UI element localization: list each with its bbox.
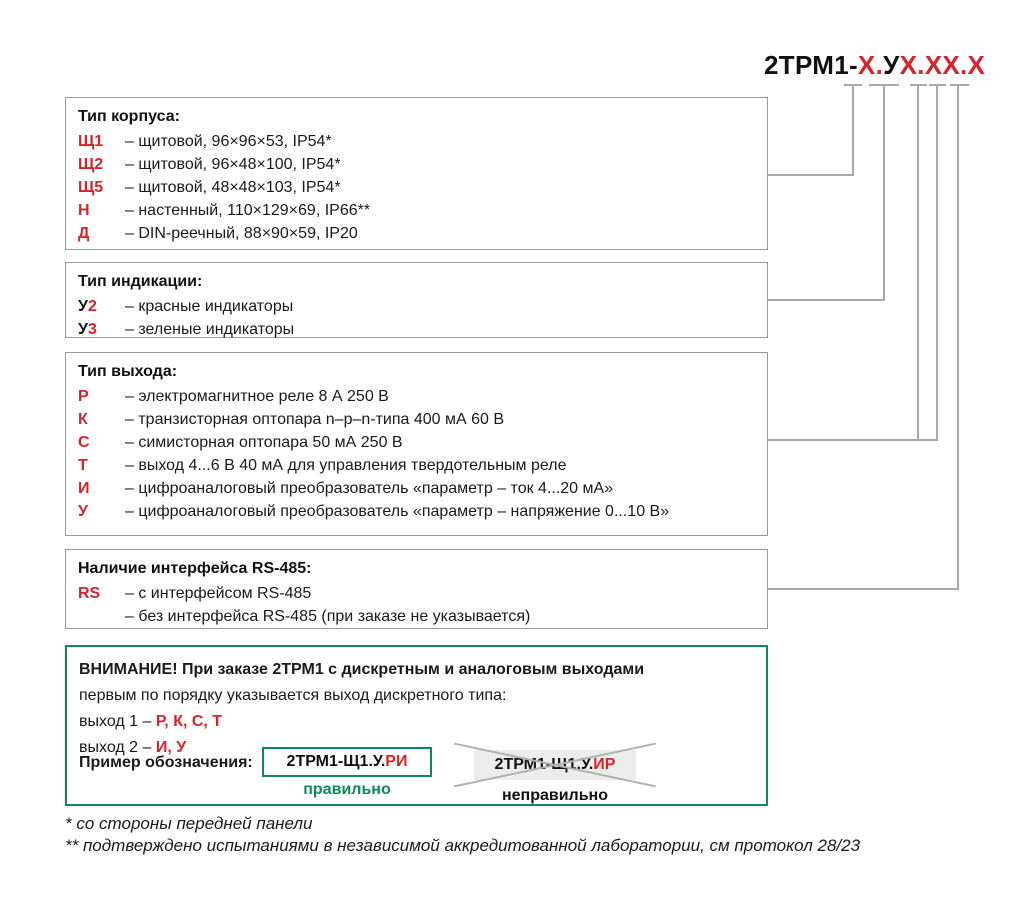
- option-row: [78, 222, 757, 245]
- connector-vertical-indication: [883, 84, 885, 301]
- option-code: Щ2: [78, 156, 104, 173]
- example-incorrect-code-black: 2ТРМ1-Щ1.У.: [494, 756, 594, 773]
- option-description: – транзисторная оптопара n–p–n-типа 400 мА 60 В: [125, 411, 505, 428]
- option-description: – электромагнитное реле 8 А 250 В: [125, 388, 389, 405]
- box-header: Наличие интерфейса RS-485:: [78, 560, 312, 577]
- code-segment-body: X.: [857, 50, 884, 80]
- code-segment-outputs: X.XX.X: [899, 50, 986, 80]
- box-header: Тип корпуса:: [78, 108, 180, 125]
- option-row: [78, 385, 757, 408]
- option-description: – зеленые индикаторы: [125, 321, 295, 338]
- option-code: Щ1: [78, 133, 104, 150]
- option-row: [78, 582, 757, 605]
- option-description: – красные индикаторы: [125, 298, 294, 315]
- code-segment-prefix: 2ТРМ1-: [764, 50, 858, 80]
- footnotes: [65, 813, 860, 857]
- warning-line-2: первым по порядку указывается выход дискретного типа:: [79, 687, 507, 704]
- option-row: [78, 295, 757, 318]
- option-code: Н: [78, 202, 90, 219]
- box-header: Тип выхода:: [78, 363, 178, 380]
- option-description: – выход 4...6 В 40 мА для управления твердотельным реле: [125, 457, 567, 474]
- option-description: – настенный, 110×129×69, IP66**: [125, 202, 371, 219]
- warning-output1-line: [79, 709, 756, 735]
- option-code: 3: [87, 321, 97, 338]
- output1-label: выход 1 –: [79, 713, 156, 730]
- option-code: Т: [78, 457, 88, 474]
- box-output-type: [65, 352, 768, 536]
- connector-vertical-rs485: [957, 84, 959, 590]
- option-code: К: [78, 411, 88, 428]
- code-segment-indication: У: [883, 50, 900, 80]
- connector-horizontal-outputs: [768, 439, 938, 441]
- option-description: – с интерфейсом RS-485: [125, 585, 312, 602]
- option-row: [78, 318, 757, 341]
- option-row: [78, 199, 757, 222]
- option-row: [78, 176, 757, 199]
- option-description: – щитовой, 96×96×53, IP54*: [125, 133, 332, 150]
- option-row: [78, 408, 757, 431]
- option-code: Щ5: [78, 179, 104, 196]
- warning-box: [65, 645, 768, 806]
- option-row: [78, 477, 757, 500]
- footnote-1: * со стороны передней панели: [65, 814, 313, 833]
- connector-vertical-body-type: [852, 84, 854, 176]
- example-correct-caption: правильно: [303, 781, 391, 798]
- option-description: – цифроаналоговый преобразователь «параметр – напряжение 0...10 В»: [125, 503, 670, 520]
- option-row: [78, 605, 757, 628]
- option-code: Д: [78, 225, 90, 242]
- option-description: – цифроаналоговый преобразователь «параметр – ток 4...20 мА»: [125, 480, 614, 497]
- connector-horizontal-rs485: [768, 588, 959, 590]
- option-description: – щитовой, 96×48×100, IP54*: [125, 156, 341, 173]
- example-incorrect-code-red: ИР: [593, 756, 616, 773]
- option-code-black: У: [78, 321, 88, 338]
- example-label: Пример обозначения:: [79, 754, 253, 771]
- connector-horizontal-body-type: [768, 174, 854, 176]
- option-code: RS: [78, 585, 101, 602]
- option-code: Р: [78, 388, 89, 405]
- footnote-2: ** подтверждено испытаниями в независимой аккредитованной лаборатории, см протокол 28/23: [65, 836, 861, 855]
- example-correct-code-box: [262, 747, 432, 777]
- example-incorrect-caption: неправильно: [501, 787, 608, 804]
- box-body-type: [65, 97, 768, 250]
- output2-codes: И, У: [155, 739, 187, 756]
- box-rs485-interface: [65, 549, 768, 629]
- connector-vertical-output2: [936, 84, 938, 441]
- warning-line-1: ВНИМАНИЕ! При заказе 2ТРМ1 с дискретным и аналоговым выходами: [79, 661, 645, 678]
- option-code-black: У: [78, 298, 88, 315]
- output2-label: выход 2 –: [79, 739, 156, 756]
- output1-codes: Р, К, С, Т: [155, 713, 223, 730]
- option-code: У: [78, 503, 88, 520]
- tick-rs485: [950, 84, 969, 86]
- option-row: [78, 454, 757, 477]
- option-code: 2: [87, 298, 97, 315]
- option-code: И: [78, 480, 90, 497]
- option-description: – симисторная оптопара 50 мА 250 В: [125, 434, 403, 451]
- example-incorrect: [452, 745, 658, 804]
- connector-horizontal-indication: [768, 299, 885, 301]
- box-indication-type: [65, 262, 768, 338]
- option-row: [78, 500, 757, 523]
- option-code: С: [78, 434, 90, 451]
- connector-vertical-output1: [917, 84, 919, 441]
- option-row: [78, 153, 757, 176]
- product-code-title: [764, 50, 985, 81]
- option-description: – щитовой, 48×48×103, IP54*: [125, 179, 341, 196]
- box-header: Тип индикации:: [78, 273, 203, 290]
- option-description: – DIN-реечный, 88×90×59, IP20: [125, 225, 358, 242]
- option-description: – без интерфейса RS-485 (при заказе не указывается): [125, 608, 531, 625]
- example-correct-code-black: 2ТРМ1-Щ1.У.: [286, 753, 386, 770]
- example-correct-code-red: РИ: [385, 753, 408, 770]
- option-row: [78, 431, 757, 454]
- option-row: [78, 130, 757, 153]
- example-correct: [262, 747, 432, 799]
